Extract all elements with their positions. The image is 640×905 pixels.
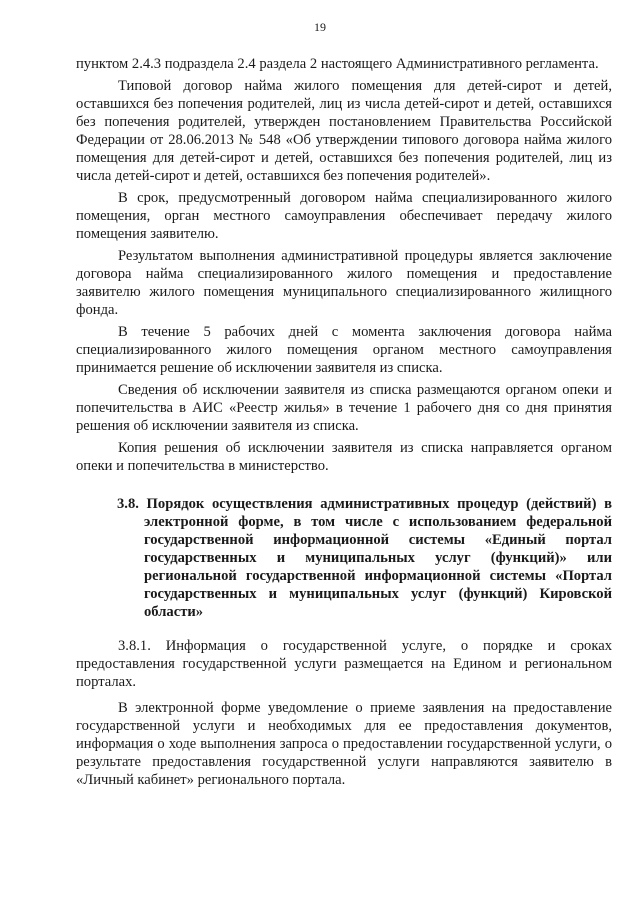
paragraph-transfer-term: В срок, предусмотренный договором найма специализированного жилого помещения, орган местного самоуправления обеспечивает передачу жилого помещения заявителю. — [76, 190, 612, 242]
page-number: 19 — [314, 20, 326, 34]
paragraph-continuation: пунктом 2.4.3 подраздела 2.4 раздела 2 настоящего Административного регламента. — [76, 56, 599, 72]
document-body — [76, 55, 612, 793]
paragraph-electronic-notice: В электронной форме уведомление о приеме заявления на предоставление государственной услуги и необходимых для ее предоставления документов, информация о ходе выполнения запроса о предоставлении государственной услуги, о результате предоставления государственной услуги направляются заявителю в «Личный кабинет» регионального портала. — [76, 700, 612, 788]
paragraph-procedure-result: Результатом выполнения административной процедуры является заключение договора найма специализированного жилого помещения и предоставление заявителю жилого помещения муниципального специализированного жилищного фонда. — [76, 248, 612, 318]
paragraph-exclusion-decision: В течение 5 рабочих дней с момента заключения договора найма специализированного жилого помещения органом местного самоуправления принимается решение об исключении заявителя из списка. — [76, 324, 612, 376]
paragraph-3-8-1: 3.8.1. Информация о государственной услуге, о порядке и сроках предоставления государственной услуги размещается на Едином и региональном порталах. — [76, 638, 612, 690]
paragraph-exclusion-info: Сведения об исключении заявителя из списка размещаются органом опеки и попечительства в АИС «Реестр жилья» в течение 1 рабочего дня со дня принятия решения об исключении заявителя из списка. — [76, 382, 612, 434]
section-heading-3-8: 3.8. Порядок осуществления административных процедур (действий) в электронной форме, в том числе с использованием федеральной государственной информационной системы «Единый портал государственных и муниципальных услуг (функций)» или региональной государственной информационной системы «Портал государственных и муниципальных услуг (функций) Кировской области» — [117, 496, 612, 620]
paragraph-typical-contract: Типовой договор найма жилого помещения для детей-сирот и детей, оставшихся без попечения родителей, лиц из числа детей-сирот и детей, оставшихся без попечения родителей, утвержден постановлением Правительства Российской Федерации от 28.06.2013 № 548 «Об утверждении типового договора найма жилого помещения для детей-сирот и детей, оставшихся без попечения родителей, лиц из числа детей-сирот и детей, оставшихся без попечения родителей». — [76, 78, 612, 184]
paragraph-decision-copy: Копия решения об исключении заявителя из списка направляется органом опеки и попечительства в министерство. — [76, 440, 612, 474]
